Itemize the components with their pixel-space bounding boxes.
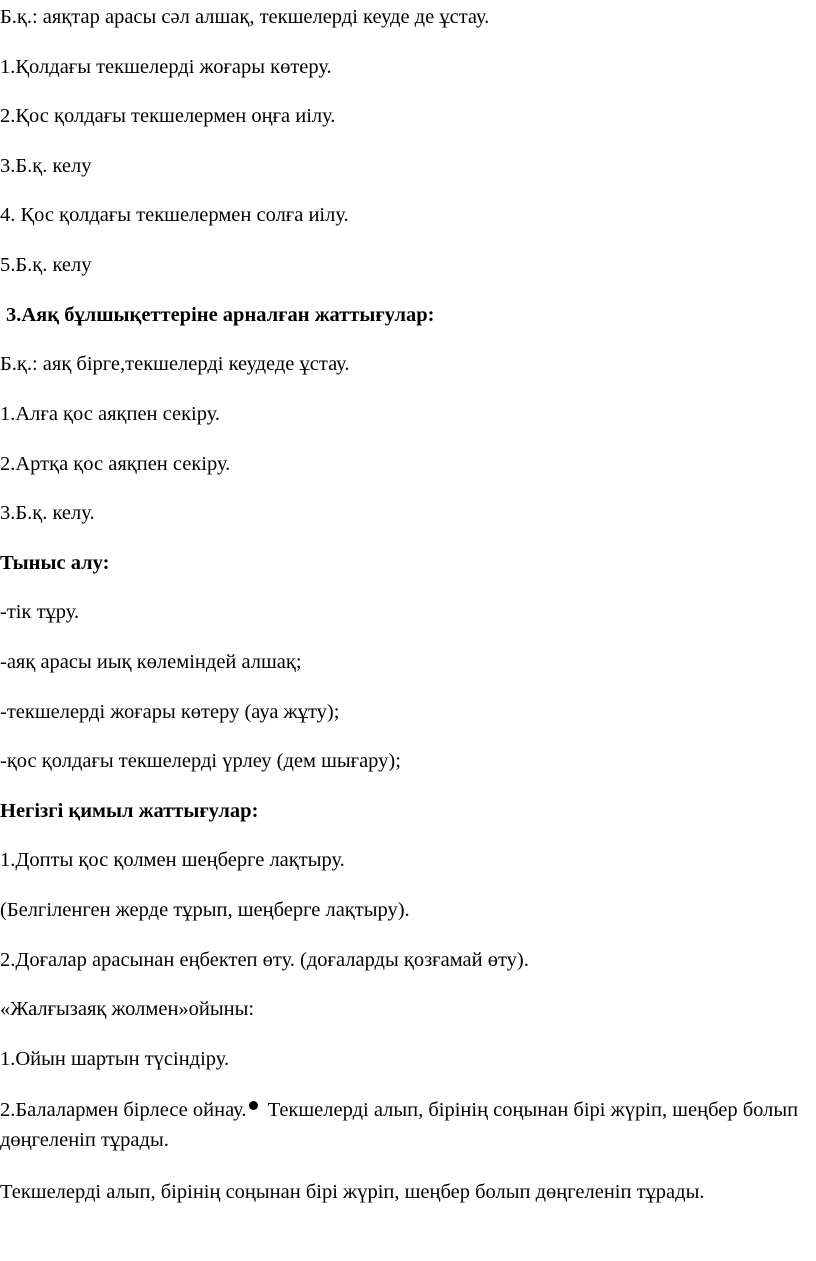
section-heading-leg-exercises: 3.Аяқ бұлшықеттеріне арналған жаттығулар: xyxy=(6,304,435,326)
list-item: 4. Қос қолдағы текшелермен солға иілу. xyxy=(0,204,349,226)
paragraph-starting-position-2: Б.қ.: аяқ бірге,текшелерді кеудеде ұстау. xyxy=(0,353,350,375)
list-item: 5.Б.қ. келу xyxy=(0,254,92,276)
game-title: «Жалғызаяқ жолмен»ойыны: xyxy=(0,998,255,1020)
list-item: 3.Б.қ. келу xyxy=(0,155,92,177)
section-heading-main-movements: Негізгі қимыл жаттығулар: xyxy=(0,800,259,822)
list-item: -тік тұру. xyxy=(0,601,80,623)
list-item: -текшелерді жоғары көтеру (ауа жұту); xyxy=(0,701,340,723)
list-item: 2.Доғалар арасынан еңбектеп өту. (доғаларды қозғамай өту). xyxy=(0,949,529,971)
paragraph-starting-position-1: Б.қ.: аяқтар арасы сәл алшақ, текшелерді кеуде де ұстау. xyxy=(0,6,490,28)
final-paragraph: Текшелерді алып, бірінің соңынан бірі жүріп, шеңбер болып дөңгеленіп тұрады. xyxy=(0,1181,705,1203)
bullet-icon xyxy=(249,1101,258,1110)
list-item: 3.Б.қ. келу. xyxy=(0,502,95,524)
list-item: 1.Ойын шартын түсіндіру. xyxy=(0,1048,230,1070)
game-play-paragraph xyxy=(0,1096,812,1155)
game-play-prefix: 2.Балалармен бірлесе ойнау. xyxy=(0,1099,247,1121)
list-item: 1.Алға қос аяқпен секіру. xyxy=(0,403,221,425)
list-item: 1.Қолдағы текшелерді жоғары көтеру. xyxy=(0,56,332,78)
list-item: -қос қолдағы текшелерді үрлеу (дем шығару); xyxy=(0,750,401,772)
list-item: (Белгіленген жерде тұрып, шеңберге лақтыру). xyxy=(0,899,410,921)
list-item: 2.Артқа қос аяқпен секіру. xyxy=(0,453,231,475)
list-item: 2.Қос қолдағы текшелермен оңға иілу. xyxy=(0,105,336,127)
section-heading-breathing: Тыныс алу: xyxy=(0,552,110,574)
list-item: -аяқ арасы иық көлеміндей алшақ; xyxy=(0,651,302,673)
game-play-suffix: Текшелерді алып, бірінің соңынан бірі жүріп, шеңбер болып дөңгеленіп тұрады. xyxy=(0,1099,799,1151)
list-item: 1.Допты қос қолмен шеңберге лақтыру. xyxy=(0,849,345,871)
